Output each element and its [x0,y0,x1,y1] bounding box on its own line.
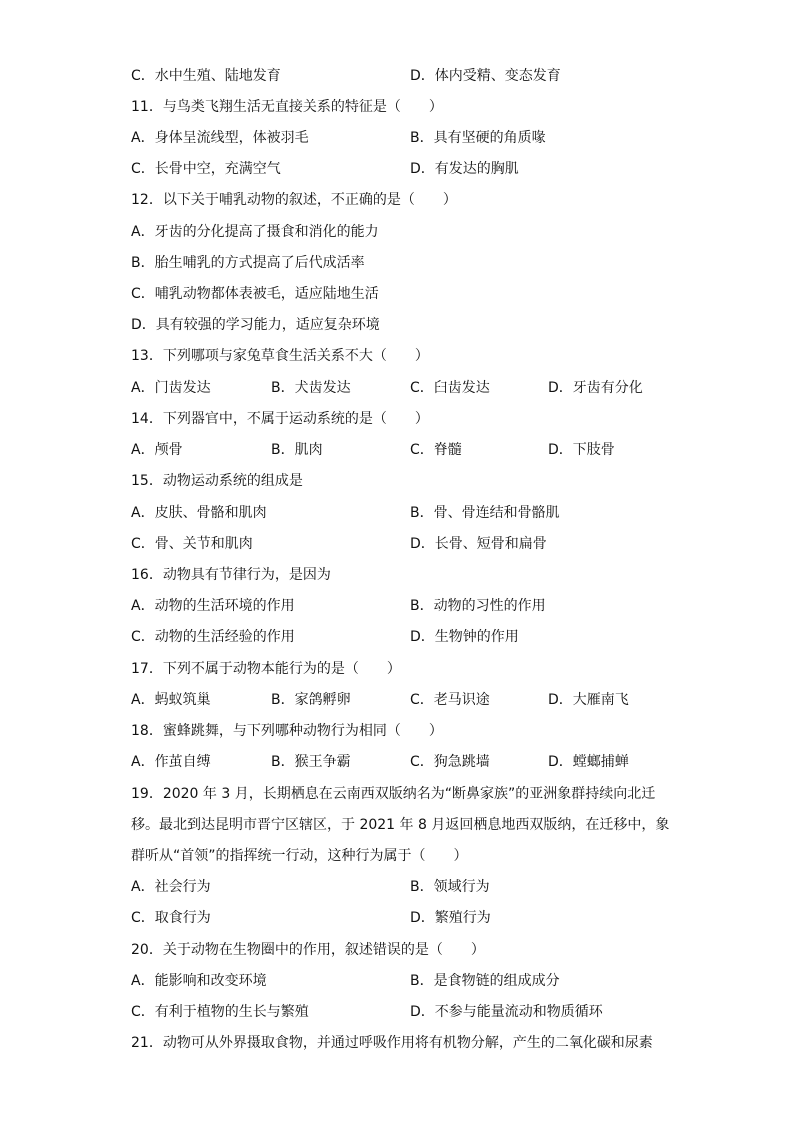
option-d: D．有发达的胸肌 [410,161,519,177]
option-b: B．家鸽孵卵 [271,692,351,708]
option-b: B．骨、骨连结和骨骼肌 [410,505,560,521]
option-a: A．颅骨 [131,442,183,458]
option-c: C．取食行为 [131,910,211,926]
option-d: D．下肢骨 [548,442,615,458]
option-d: D．具有较强的学习能力，适应复杂环境 [131,317,380,333]
option-c: C．长骨中空，充满空气 [131,161,281,177]
option-b: B．胎生哺乳的方式提高了后代成活率 [131,255,365,271]
question-13: 13．下列哪项与家兔草食生活关系不大（ ） [131,348,429,364]
option-d: D．大雁南飞 [548,692,629,708]
option-a: A．能影响和改变环境 [131,973,267,989]
option-c: C．有利于植物的生长与繁殖 [131,1004,309,1020]
option-d: D．不参与能量流动和物质循环 [410,1004,603,1020]
option-b: B．猴王争霸 [271,754,351,770]
option-b: B．是食物链的组成成分 [410,973,560,989]
option-b: B．肌肉 [271,442,323,458]
option-a: A．蚂蚁筑巢 [131,692,211,708]
question-14: 14．下列器官中，不属于运动系统的是（ ） [131,411,429,427]
question-12: 12．以下关于哺乳动物的叙述，不正确的是（ ） [131,192,457,208]
option-a: A．作茧自缚 [131,754,211,770]
option-b: B．具有坚硬的角质喙 [410,130,546,146]
option-c: C．哺乳动物都体表被毛，适应陆地生活 [131,286,379,302]
option-d: D．牙齿有分化 [548,380,643,396]
option-c: C．骨、关节和肌肉 [131,536,253,552]
option-b: B．动物的习性的作用 [410,598,546,614]
question-17: 17．下列不属于动物本能行为的是（ ） [131,661,401,677]
question-21: 21．动物可从外界摄取食物，并通过呼吸作用将有机物分解，产生的二氧化碳和尿素 [131,1035,653,1051]
option-b: B．领域行为 [410,879,490,895]
option-d: D．繁殖行为 [410,910,491,926]
question-19-cont: 移。最北到达昆明市晋宁区辖区，于 2021 年 8 月返回栖息地西双版纳，在迁移中，象 [131,817,670,833]
option-d: D．螳螂捕蝉 [548,754,629,770]
option-c: C．狗急跳墙 [410,754,490,770]
question-15: 15．动物运动系统的组成是 [131,473,303,489]
option-c: C．脊髓 [410,442,462,458]
option-c: C．臼齿发达 [410,380,490,396]
option-a: A．身体呈流线型，体被羽毛 [131,130,309,146]
question-20: 20．关于动物在生物圈中的作用，叙述错误的是（ ） [131,942,485,958]
option-a: A．社会行为 [131,879,211,895]
option-c: C．老马识途 [410,692,490,708]
option-a: A．门齿发达 [131,380,211,396]
option-d: D．生物钟的作用 [410,629,519,645]
option-d: D．体内受精、变态发育 [410,68,561,84]
option-d: D．长骨、短骨和扁骨 [410,536,547,552]
option-c: C．动物的生活经验的作用 [131,629,295,645]
option-c: C．水中生殖、陆地发育 [131,68,281,84]
option-a: A．皮肤、骨骼和肌肉 [131,505,267,521]
question-11: 11．与鸟类飞翔生活无直接关系的特征是（ ） [131,99,443,115]
option-a: A．牙齿的分化提高了摄食和消化的能力 [131,224,379,240]
question-19: 19．2020 年 3 月，长期栖息在云南西双版纳名为“断鼻家族”的亚洲象群持续向北迁 [131,786,656,802]
question-16: 16．动物具有节律行为，是因为 [131,567,331,583]
option-b: B．犬齿发达 [271,380,351,396]
question-18: 18．蜜蜂跳舞，与下列哪种动物行为相同（ ） [131,723,443,739]
question-19-cont: 群听从“首领”的指挥统一行动，这种行为属于（ ） [131,848,468,864]
option-a: A．动物的生活环境的作用 [131,598,295,614]
